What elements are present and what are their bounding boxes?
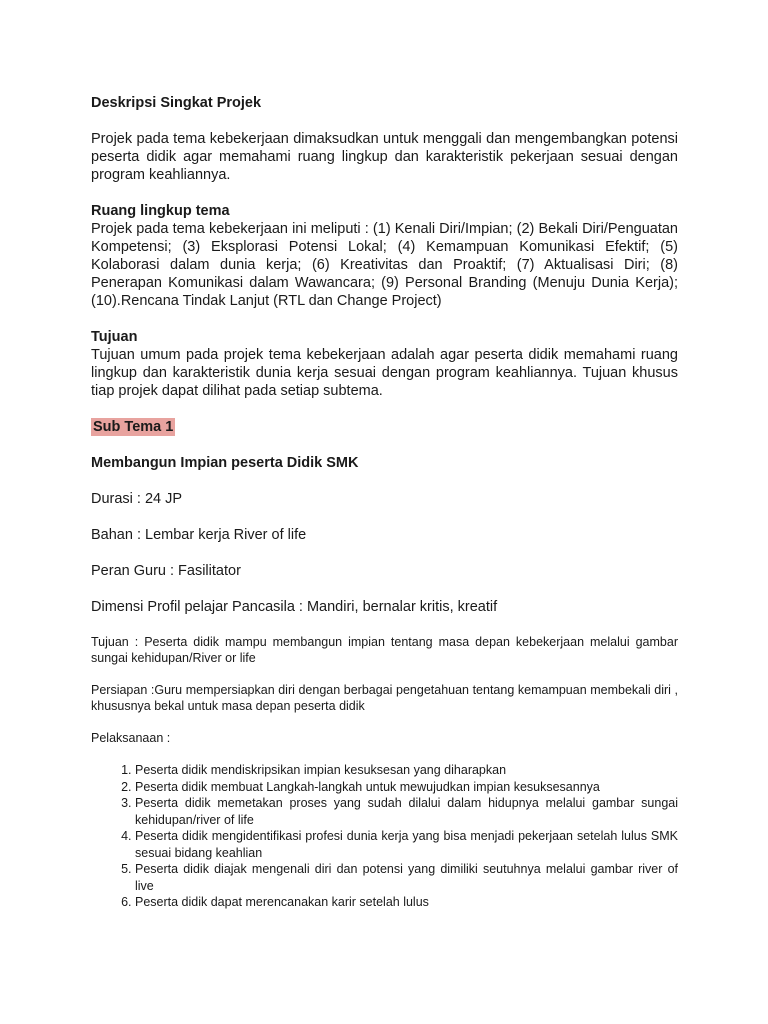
implementation-label: Pelaksanaan : xyxy=(91,731,171,745)
duration-field: Durasi : 24 JP xyxy=(91,491,183,507)
implementation-steps xyxy=(91,762,678,911)
goal-paragraph: Tujuan umum pada projek tema kebekerjaan adalah agar peserta didik memahami ruang lingkup dan karakteristik dunia kerja sesuai dengan program keahliannya. Tujuan khusus tiap projek dapat dilihat pada setiap subtema. xyxy=(91,347,678,399)
list-item: 3. Peserta didik memetakan proses yang sudah dilalui dalam hidupnya melalui gambar sungai kehidupan/river of life xyxy=(135,795,678,828)
teacher-role-field: Peran Guru : Fasilitator xyxy=(91,563,241,579)
goal-heading: Tujuan xyxy=(91,329,138,345)
preparation-paragraph: Persiapan :Guru mempersiapkan diri dengan berbagai pengetahuan tentang kemampuan membekali diri , khususnya bekal untuk masa depan peserta didik xyxy=(91,683,678,713)
list-item: 4. Peserta didik mengidentifikasi profesi dunia kerja yang bisa menjadi pekerjaan setelah lulus SMK sesuai bidang keahlian xyxy=(135,828,678,861)
list-item: 1. Peserta didik mendiskripsikan impian kesuksesan yang diharapkan xyxy=(135,762,678,779)
document-page xyxy=(91,94,678,911)
document-title: Deskripsi Singkat Projek xyxy=(91,95,262,111)
dimension-field: Dimensi Profil pelajar Pancasila : Mandiri, bernalar kritis, kreatif xyxy=(91,599,498,615)
subtheme-label: Sub Tema 1 xyxy=(93,419,174,435)
subtheme-title: Membangun Impian peserta Didik SMK xyxy=(91,455,359,471)
objective-paragraph: Tujuan : Peserta didik mampu membangun impian tentang masa depan kebekerjaan melalui gambar sungai kehidupan/River or life xyxy=(91,635,678,665)
list-item: 6. Peserta didik dapat merencanakan karir setelah lulus xyxy=(135,894,678,911)
list-item: 2. Peserta didik membuat Langkah-langkah untuk mewujudkan impian kesuksesannya xyxy=(135,779,678,796)
subtheme-label-wrap xyxy=(91,418,678,436)
scope-paragraph: Projek pada tema kebekerjaan ini meliputi : (1) Kenali Diri/Impian; (2) Bekali Diri/Penguatan Kompetensi; (3) Eksplorasi Potensi Lokal; (4) Kemampuan Komunikasi Efektif; (5) Kolaborasi dalam dunia kerja; (6) Kreativitas dan Proaktif; (7) Aktualisasi Diri; (8) Penerapan Komunikasi dalam Wawancara; (9) Personal Branding (Menuju Dunia Kerja); (10).Rencana Tindak Lanjut (RTL dan Change Project) xyxy=(91,221,678,309)
list-item: 5. Peserta didik diajak mengenali diri dan potensi yang dimiliki seutuhnya melalui gambar river of live xyxy=(135,861,678,894)
material-field: Bahan : Lembar kerja River of life xyxy=(91,527,307,543)
scope-heading: Ruang lingkup tema xyxy=(91,203,230,219)
intro-paragraph: Projek pada tema kebekerjaan dimaksudkan untuk menggali dan mengembangkan potensi peserta didik agar memahami ruang lingkup dan karakteristik pekerjaan sesuai dengan program keahliannya. xyxy=(91,131,678,183)
